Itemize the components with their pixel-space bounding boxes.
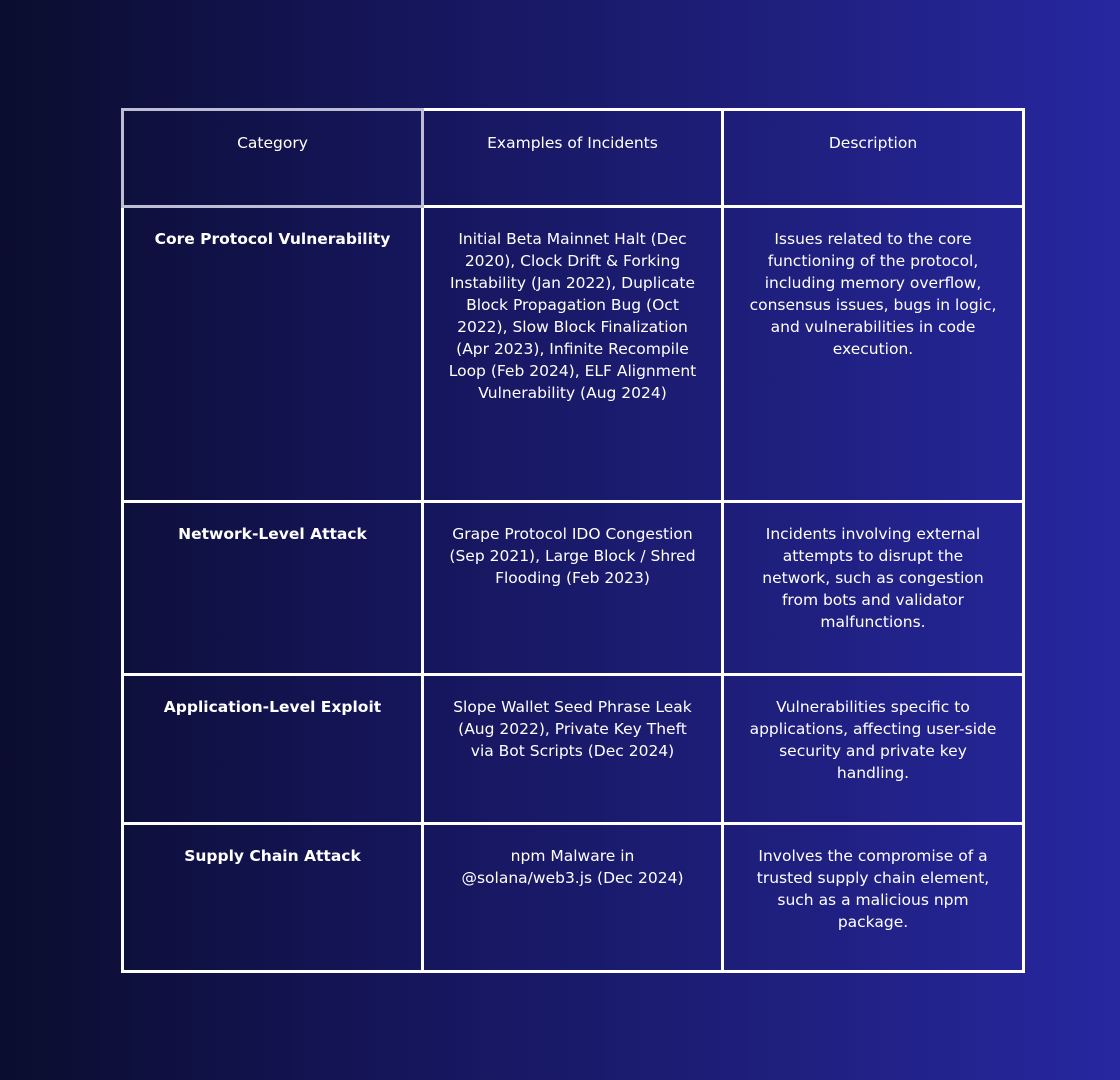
description-cell: Vulnerabilities specific to applications, affecting user-side security and private key handling.: [723, 675, 1024, 824]
description-cell: Issues related to the core functioning of the protocol, including memory overflow, consensus issues, bugs in logic, and vulnerabilities in code execution.: [723, 207, 1024, 502]
description-cell: Involves the compromise of a trusted supply chain element, such as a malicious npm package.: [723, 824, 1024, 972]
table-header: [123, 110, 1024, 207]
category-cell: Application-Level Exploit: [123, 675, 423, 824]
category-cell: Network-Level Attack: [123, 502, 423, 675]
category-cell: Core Protocol Vulnerability: [123, 207, 423, 502]
table-row: [123, 824, 1024, 972]
header-category: Category: [123, 110, 423, 207]
header-examples: Examples of Incidents: [423, 110, 723, 207]
incident-table: [121, 108, 1025, 973]
table-row: [123, 675, 1024, 824]
examples-cell: Initial Beta Mainnet Halt (Dec 2020), Clock Drift & Forking Instability (Jan 2022), Duplicate Block Propagation Bug (Oct 2022), Slow Block Finalization (Apr 2023), Infinite Recompile Loop (Feb 2024), ELF Alignment Vulnerability (Aug 2024): [423, 207, 723, 502]
table-row: [123, 207, 1024, 502]
examples-cell: Grape Protocol IDO Congestion (Sep 2021), Large Block / Shred Flooding (Feb 2023): [423, 502, 723, 675]
category-cell: Supply Chain Attack: [123, 824, 423, 972]
examples-cell: npm Malware in @solana/web3.js (Dec 2024): [423, 824, 723, 972]
table-body: [123, 207, 1024, 972]
table-row: [123, 502, 1024, 675]
examples-cell: Slope Wallet Seed Phrase Leak (Aug 2022), Private Key Theft via Bot Scripts (Dec 2024): [423, 675, 723, 824]
header-row: [123, 110, 1024, 207]
header-description: Description: [723, 110, 1024, 207]
description-cell: Incidents involving external attempts to disrupt the network, such as congestion from bots and validator malfunctions.: [723, 502, 1024, 675]
